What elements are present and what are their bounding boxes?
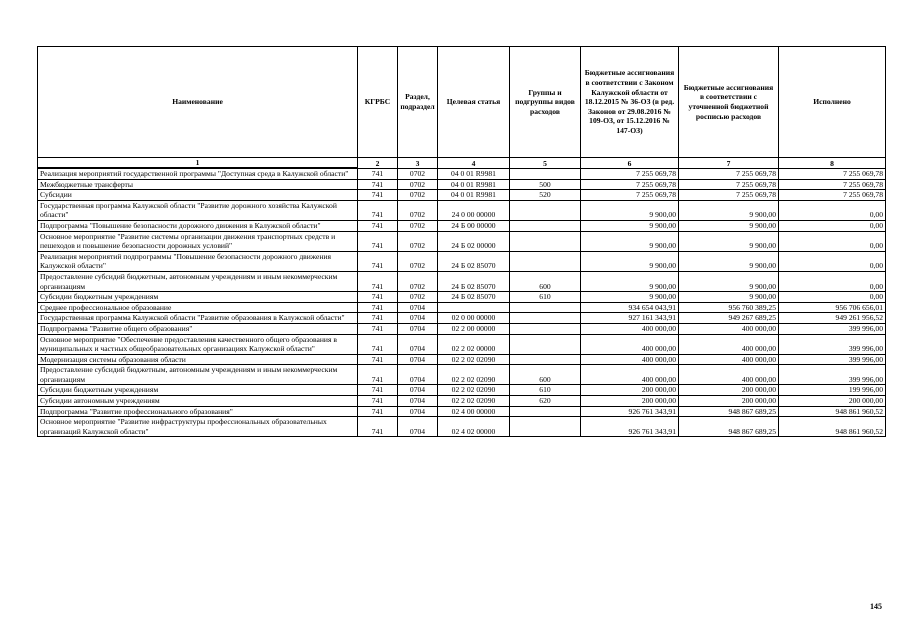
cell-executed-amount: 948 861 960,52 <box>779 417 886 437</box>
cell-refined-amount: 948 867 689,25 <box>679 406 779 417</box>
cell-group: 620 <box>510 396 581 407</box>
column-number: 6 <box>581 158 679 169</box>
cell-law-amount: 927 161 343,91 <box>581 313 679 324</box>
cell-name: Государственная программа Калужской области "Развитие образования в Калужской области" <box>38 313 358 324</box>
column-number: 8 <box>779 158 886 169</box>
cell-section: 0704 <box>398 365 438 385</box>
cell-section: 0702 <box>398 200 438 220</box>
cell-executed-amount: 399 996,00 <box>779 334 886 354</box>
cell-name: Межбюджетные трансферты <box>38 179 358 190</box>
cell-target: 24 Б 02 85070 <box>438 292 510 303</box>
header-kgrbs: КГРБС <box>358 47 398 158</box>
cell-law-amount: 9 900,00 <box>581 292 679 303</box>
cell-executed-amount: 0,00 <box>779 200 886 220</box>
cell-kgrbs: 741 <box>358 220 398 231</box>
cell-executed-amount: 948 861 960,52 <box>779 406 886 417</box>
table-row <box>38 313 886 324</box>
cell-name: Субсидии <box>38 190 358 201</box>
cell-group: 500 <box>510 179 581 190</box>
cell-executed-amount: 0,00 <box>779 292 886 303</box>
cell-refined-amount: 9 900,00 <box>679 220 779 231</box>
cell-group <box>510 313 581 324</box>
cell-refined-amount: 9 900,00 <box>679 292 779 303</box>
cell-refined-amount: 9 900,00 <box>679 251 779 271</box>
cell-group: 610 <box>510 385 581 396</box>
table-row <box>38 231 886 251</box>
cell-name: Реализация мероприятий государственной программы "Доступная среда в Калужской области" <box>38 168 358 179</box>
cell-name: Подпрограмма "Повышение безопасности дорожного движения в Калужской области" <box>38 220 358 231</box>
cell-executed-amount: 949 261 956,52 <box>779 313 886 324</box>
cell-group: 600 <box>510 365 581 385</box>
table-row <box>38 271 886 291</box>
cell-name: Реализация мероприятий подпрограммы "Повышение безопасности дорожного движения Калужской области" <box>38 251 358 271</box>
table-row <box>38 334 886 354</box>
cell-kgrbs: 741 <box>358 179 398 190</box>
cell-section: 0702 <box>398 179 438 190</box>
cell-refined-amount: 9 900,00 <box>679 200 779 220</box>
cell-name: Основное мероприятие "Обеспечение предоставления качественного общего образования в муниципальных и частных общеобразовательных организациях Калужской области" <box>38 334 358 354</box>
cell-name: Среднее профессиональное образование <box>38 302 358 313</box>
cell-kgrbs: 741 <box>358 396 398 407</box>
cell-section: 0704 <box>398 334 438 354</box>
cell-name: Основное мероприятие "Развитие инфраструктуры профессиональных образовательных организаций Калужской области" <box>38 417 358 437</box>
cell-refined-amount: 400 000,00 <box>679 354 779 365</box>
column-number: 5 <box>510 158 581 169</box>
cell-target: 02 2 02 02090 <box>438 365 510 385</box>
cell-executed-amount: 7 255 069,78 <box>779 179 886 190</box>
table-row <box>38 354 886 365</box>
cell-law-amount: 400 000,00 <box>581 334 679 354</box>
cell-group <box>510 302 581 313</box>
cell-group: 520 <box>510 190 581 201</box>
cell-kgrbs: 741 <box>358 354 398 365</box>
column-number: 1 <box>38 158 358 169</box>
cell-executed-amount: 399 996,00 <box>779 323 886 334</box>
cell-kgrbs: 741 <box>358 251 398 271</box>
cell-refined-amount: 9 900,00 <box>679 271 779 291</box>
cell-executed-amount: 199 996,00 <box>779 385 886 396</box>
cell-target: 02 2 02 00000 <box>438 334 510 354</box>
cell-law-amount: 7 255 069,78 <box>581 190 679 201</box>
column-number-row <box>38 158 886 169</box>
cell-refined-amount: 7 255 069,78 <box>679 179 779 190</box>
cell-group <box>510 323 581 334</box>
cell-name: Основное мероприятие "Развитие системы организации движения транспортных средств и пешеходов и повышение безопасности дорожных условий" <box>38 231 358 251</box>
cell-section: 0702 <box>398 292 438 303</box>
cell-law-amount: 400 000,00 <box>581 323 679 334</box>
cell-section: 0704 <box>398 417 438 437</box>
cell-law-amount: 9 900,00 <box>581 271 679 291</box>
table-row <box>38 396 886 407</box>
cell-executed-amount: 7 255 069,78 <box>779 190 886 201</box>
cell-kgrbs: 741 <box>358 200 398 220</box>
table-row <box>38 200 886 220</box>
column-number: 3 <box>398 158 438 169</box>
header-target: Целевая статья <box>438 47 510 158</box>
cell-section: 0704 <box>398 313 438 324</box>
cell-section: 0702 <box>398 231 438 251</box>
cell-kgrbs: 741 <box>358 302 398 313</box>
cell-law-amount: 200 000,00 <box>581 396 679 407</box>
cell-name: Предоставление субсидий бюджетным, автономным учреждениям и иным некоммерческим организациям <box>38 365 358 385</box>
cell-group <box>510 220 581 231</box>
cell-refined-amount: 400 000,00 <box>679 323 779 334</box>
cell-target: 02 2 00 00000 <box>438 323 510 334</box>
cell-executed-amount: 399 996,00 <box>779 365 886 385</box>
cell-law-amount: 9 900,00 <box>581 200 679 220</box>
cell-law-amount: 9 900,00 <box>581 231 679 251</box>
cell-kgrbs: 741 <box>358 231 398 251</box>
cell-name: Подпрограмма "Развитие общего образования" <box>38 323 358 334</box>
cell-group <box>510 231 581 251</box>
column-number: 7 <box>679 158 779 169</box>
column-number: 2 <box>358 158 398 169</box>
cell-target: 02 2 02 02090 <box>438 396 510 407</box>
cell-target: 24 Б 00 00000 <box>438 220 510 231</box>
cell-section: 0704 <box>398 354 438 365</box>
cell-kgrbs: 741 <box>358 292 398 303</box>
cell-name: Подпрограмма "Развитие профессионального образования" <box>38 406 358 417</box>
cell-refined-amount: 949 267 689,25 <box>679 313 779 324</box>
cell-kgrbs: 741 <box>358 323 398 334</box>
cell-section: 0704 <box>398 323 438 334</box>
cell-refined-amount: 956 760 389,25 <box>679 302 779 313</box>
cell-refined-amount: 400 000,00 <box>679 365 779 385</box>
cell-name: Предоставление субсидий бюджетным, автономным учреждениям и иным некоммерческим организациям <box>38 271 358 291</box>
cell-name: Субсидии бюджетным учреждениям <box>38 292 358 303</box>
table-row <box>38 220 886 231</box>
table-row <box>38 406 886 417</box>
cell-target: 24 0 00 00000 <box>438 200 510 220</box>
table-row <box>38 292 886 303</box>
cell-section: 0702 <box>398 190 438 201</box>
cell-refined-amount: 9 900,00 <box>679 231 779 251</box>
header-executed: Исполнено <box>779 47 886 158</box>
cell-group <box>510 417 581 437</box>
cell-group: 610 <box>510 292 581 303</box>
header-section: Раздел, подраздел <box>398 47 438 158</box>
cell-kgrbs: 741 <box>358 417 398 437</box>
table-row <box>38 323 886 334</box>
cell-target: 02 4 02 00000 <box>438 417 510 437</box>
cell-group <box>510 334 581 354</box>
cell-group <box>510 251 581 271</box>
cell-law-amount: 400 000,00 <box>581 365 679 385</box>
cell-kgrbs: 741 <box>358 365 398 385</box>
cell-executed-amount: 0,00 <box>779 220 886 231</box>
table-row <box>38 365 886 385</box>
cell-executed-amount: 200 000,00 <box>779 396 886 407</box>
cell-executed-amount: 0,00 <box>779 271 886 291</box>
cell-executed-amount: 0,00 <box>779 251 886 271</box>
table-row <box>38 190 886 201</box>
cell-kgrbs: 741 <box>358 385 398 396</box>
cell-kgrbs: 741 <box>358 190 398 201</box>
cell-name: Субсидии автономным учреждениям <box>38 396 358 407</box>
cell-section: 0702 <box>398 220 438 231</box>
cell-kgrbs: 741 <box>358 406 398 417</box>
cell-target: 24 Б 02 85070 <box>438 271 510 291</box>
cell-executed-amount: 0,00 <box>779 231 886 251</box>
cell-law-amount: 926 761 343,91 <box>581 406 679 417</box>
table-row <box>38 168 886 179</box>
cell-section: 0702 <box>398 251 438 271</box>
cell-section: 0704 <box>398 302 438 313</box>
cell-name: Модернизация системы образования области <box>38 354 358 365</box>
cell-group: 600 <box>510 271 581 291</box>
cell-refined-amount: 7 255 069,78 <box>679 168 779 179</box>
cell-law-amount: 7 255 069,78 <box>581 168 679 179</box>
column-number: 4 <box>438 158 510 169</box>
header-row <box>38 47 886 158</box>
table-row <box>38 385 886 396</box>
cell-kgrbs: 741 <box>358 313 398 324</box>
cell-refined-amount: 7 255 069,78 <box>679 190 779 201</box>
cell-law-amount: 926 761 343,91 <box>581 417 679 437</box>
budget-table <box>37 46 886 437</box>
cell-kgrbs: 741 <box>358 168 398 179</box>
cell-target: 02 4 00 00000 <box>438 406 510 417</box>
cell-section: 0702 <box>398 271 438 291</box>
cell-name: Субсидии бюджетным учреждениям <box>38 385 358 396</box>
cell-law-amount: 200 000,00 <box>581 385 679 396</box>
cell-target: 02 2 02 02090 <box>438 354 510 365</box>
cell-target: 02 0 00 00000 <box>438 313 510 324</box>
cell-target: 04 0 01 R9981 <box>438 168 510 179</box>
cell-name: Государственная программа Калужской области "Развитие дорожного хозяйства Калужской области" <box>38 200 358 220</box>
cell-group <box>510 354 581 365</box>
table-row <box>38 302 886 313</box>
cell-refined-amount: 400 000,00 <box>679 334 779 354</box>
cell-section: 0704 <box>398 396 438 407</box>
cell-target: 02 2 02 02090 <box>438 385 510 396</box>
cell-section: 0704 <box>398 406 438 417</box>
cell-kgrbs: 741 <box>358 334 398 354</box>
header-groups: Группы и подгруппы видов расходов <box>510 47 581 158</box>
cell-group <box>510 200 581 220</box>
cell-law-amount: 934 654 043,91 <box>581 302 679 313</box>
cell-target: 24 Б 02 00000 <box>438 231 510 251</box>
cell-target <box>438 302 510 313</box>
cell-executed-amount: 399 996,00 <box>779 354 886 365</box>
header-refined: Бюджетные ассигнования в соответствии с уточненной бюджетной росписью расходов <box>679 47 779 158</box>
cell-target: 04 0 01 R9981 <box>438 190 510 201</box>
cell-section: 0702 <box>398 168 438 179</box>
cell-law-amount: 9 900,00 <box>581 251 679 271</box>
cell-law-amount: 7 255 069,78 <box>581 179 679 190</box>
table-row <box>38 417 886 437</box>
header-name: Наименование <box>38 47 358 158</box>
cell-section: 0704 <box>398 385 438 396</box>
cell-executed-amount: 956 706 656,01 <box>779 302 886 313</box>
cell-kgrbs: 741 <box>358 271 398 291</box>
cell-law-amount: 400 000,00 <box>581 354 679 365</box>
cell-target: 24 Б 02 85070 <box>438 251 510 271</box>
cell-law-amount: 9 900,00 <box>581 220 679 231</box>
table-row <box>38 251 886 271</box>
cell-refined-amount: 200 000,00 <box>679 396 779 407</box>
cell-group <box>510 406 581 417</box>
page-number: 145 <box>870 602 882 611</box>
cell-target: 04 0 01 R9981 <box>438 179 510 190</box>
cell-refined-amount: 200 000,00 <box>679 385 779 396</box>
header-law: Бюджетные ассигнования в соответствии с Законом Калужской области от 18.12.2015 № 36-ОЗ (в ред. Законов от 29.08.2016 № 109-ОЗ, от 15.12.2016 № 147-ОЗ) <box>581 47 679 158</box>
table-row <box>38 179 886 190</box>
cell-refined-amount: 948 867 689,25 <box>679 417 779 437</box>
cell-executed-amount: 7 255 069,78 <box>779 168 886 179</box>
cell-group <box>510 168 581 179</box>
